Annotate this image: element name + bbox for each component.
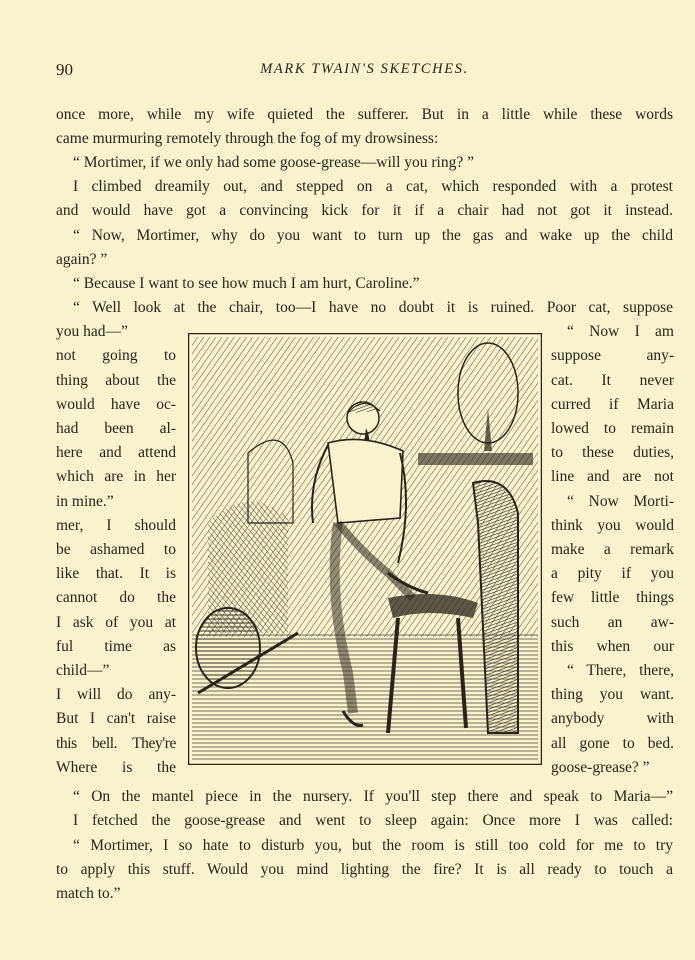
left-column-line: which are in her [56,468,176,485]
left-column-line: this bell. They're [56,735,176,752]
right-column-line: few little things [551,589,674,606]
left-column-line: like that. It is [56,565,176,582]
left-column-line: in mine.” [56,493,114,510]
left-column-line: you had—” [56,323,128,340]
right-column-line: make a remark [551,541,674,558]
text-line: “ On the mantel piece in the nursery. If you'll step there and speak to Maria—” [73,788,673,805]
right-column-line: cat. It never [551,372,674,389]
right-column-line: anybody with [551,710,674,727]
page-header [56,60,673,84]
text-line: “ Now, Mortimer, why do you want to turn up the gas and wake up the child [73,227,673,244]
text-line: came murmuring remotely through the fog of my drowsiness: [56,130,439,147]
right-column-line: this when our [551,638,674,655]
right-column-line: “ Now I am [567,323,674,340]
right-column-line: “ Now Morti- [567,493,674,510]
left-column-line: cannot do the [56,589,176,606]
text-line: I climbed dreamily out, and stepped on a cat, which responded with a protest [73,178,673,195]
left-column-line: not going to [56,347,176,364]
left-column-line: had been al- [56,420,176,437]
left-column-line: would have oc- [56,396,176,413]
left-column-line: But I can't raise [56,710,176,727]
right-column-line: goose-grease? ” [551,759,650,776]
right-column-line: a pity if you [551,565,674,582]
left-column-line: Where is the [56,759,176,776]
left-column-line: I will do any- [56,686,176,703]
text-line: “ Mortimer, I so hate to disturb you, but the room is still too cold for me to try [73,837,673,854]
right-column-line: curred if Maria [551,396,674,413]
left-column-line: mer, I should [56,517,176,534]
running-head: MARK TWAIN'S SKETCHES. [260,61,469,77]
right-column-line: to these duties, [551,444,674,461]
right-column-line: all gone to bed. [551,735,674,752]
engraving-illustration [188,333,542,765]
right-column-line: line and are not [551,468,674,485]
text-line: and would have got a convincing kick for it if a chair had not got it instead. [56,202,673,219]
right-column-line: “ There, there, [567,662,674,679]
left-column-line: here and attend [56,444,176,461]
left-column-line: be ashamed to [56,541,176,558]
text-line: match to.” [56,885,121,902]
text-line: again? ” [56,251,108,268]
left-column-line: child—” [56,662,110,679]
right-column-line: thing you want. [551,686,674,703]
right-column-line: suppose any- [551,347,674,364]
text-line: to apply this stuff. Would you mind lighting the fire? It is all ready to touch a [56,861,673,878]
right-column-line: such an aw- [551,614,674,631]
right-column-line: lowed to remain [551,420,674,437]
text-line: “ Because I want to see how much I am hurt, Caroline.” [73,275,420,292]
left-column-line: I ask of you at [56,614,176,631]
right-column-line: think you would [551,517,674,534]
text-line: “ Mortimer, if we only had some goose-grease—will you ring? ” [73,154,474,171]
text-line: I fetched the goose-grease and went to sleep again: Once more I was called: [73,812,673,829]
left-column-line: thing about the [56,372,176,389]
page-number: 90 [56,60,73,79]
left-column-line: ful time as [56,638,176,655]
text-line: once more, while my wife quieted the sufferer. But in a little while these words [56,106,673,123]
text-line: “ Well look at the chair, too—I have no doubt it is ruined. Poor cat, suppose [73,299,673,316]
